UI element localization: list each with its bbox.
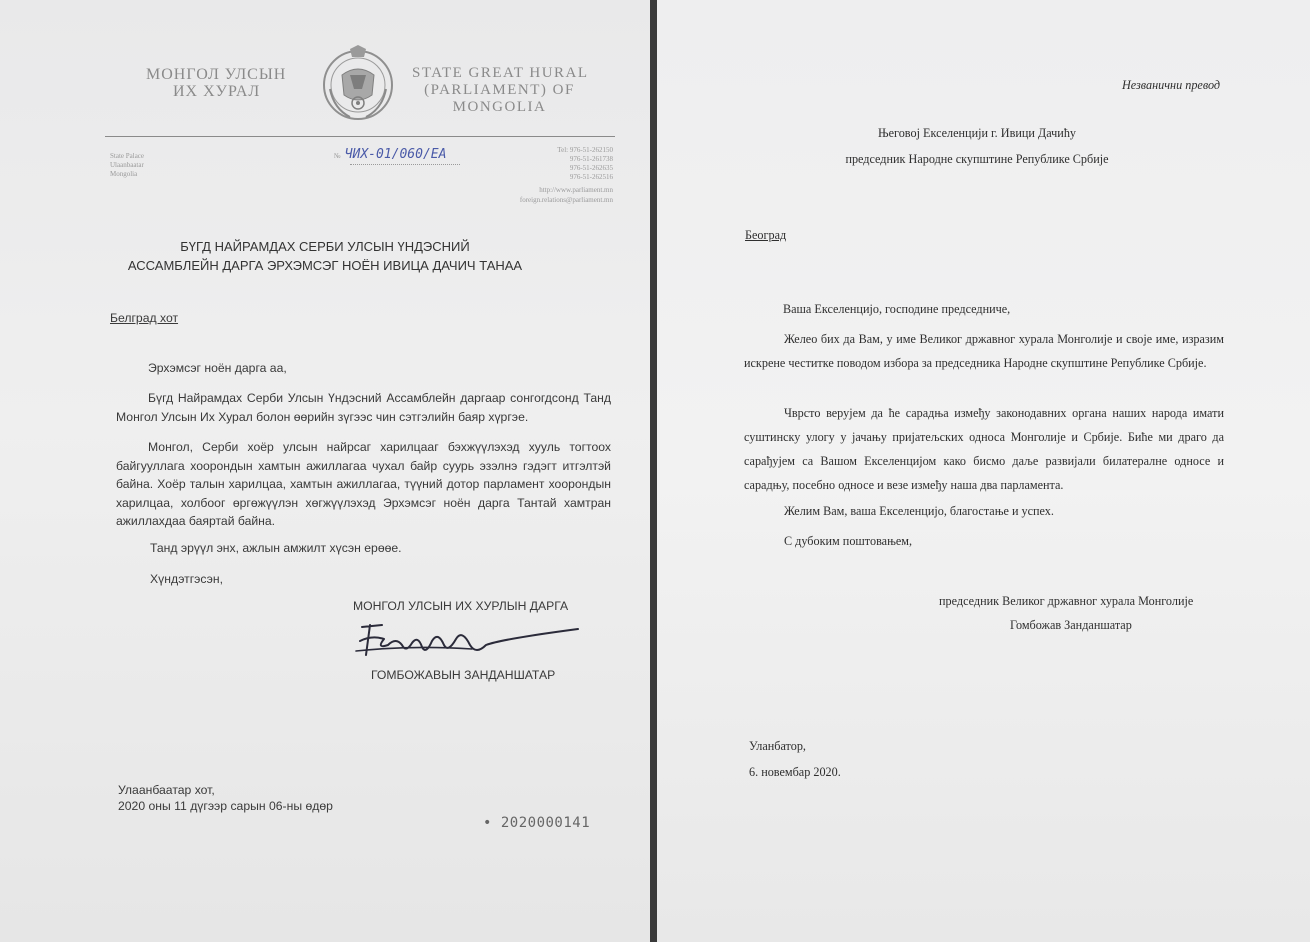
addressee-line2: АССАМБЛЕЙН ДАРГА ЭРХЭМСЭГ НОЁН ИВИЦА ДАЧИЧ ТАНАА [127,258,523,273]
state-emblem-icon [320,45,396,123]
reference-underline [350,164,460,165]
date-text: 2020 оны 11 дүгээр сарын 06-ны өдөр [118,799,333,813]
closing-text: Хүндэтгэсэн, [150,572,223,586]
addressee-line1: Његовој Екселенцији г. Ивици Дачићу [877,126,1077,140]
address-line1: State Palace [110,152,145,160]
email-text: foreign.relations@parliament.mn [519,196,613,204]
signature-icon [352,615,582,663]
paragraph-1: Бүгд Найрамдах Серби Улсын Үндэсний Ассамблейн даргаар сонгогдсонд Танд Монгол Улсын Их Хурал болон өөрийн зүгээс чин сэтгэлийн баяр хүргэе. [116,391,611,424]
date-text: 6. новембар 2020. [749,765,841,779]
closing-text: С дубоким поштовањем, [784,534,913,548]
paragraph-1: Желео бих да Вам, у име Великог државног хурала Монголије и своје име, изразим искрене честитке поводом избора за председника Народне скупштине Републике Србије. [744,332,1224,370]
translation-letter-sheet [657,0,1310,942]
website-text: http://www.parliament.mn [539,186,613,194]
reference-prefix: № [334,152,341,160]
signatory-name: Гомбожав Занданшатар [1010,618,1132,632]
letterhead-mn-name-line2: ИХ ХУРАЛ [173,83,261,100]
letterhead-mn-name-line1: МОНГОЛ УЛСЫН [146,66,287,83]
address-line3: Mongolia [110,170,138,178]
letterhead-en-name-line1: STATE GREAT HURAL [412,65,589,81]
original-letter-sheet [0,0,650,942]
signatory-title: председник Великог државног хурала Монголије [939,594,1194,608]
signatory-title: МОНГОЛ УЛСЫН ИХ ХУРЛЫН ДАРГА [353,599,569,613]
addressee-line1: БҮГД НАЙРАМДАХ СЕРБИ УЛСЫН ҮНДЭСНИЙ [180,239,470,254]
letterhead-en-name-line3: MONGOLIA [452,99,547,115]
tel-line2: 976-51-261738 [569,155,613,163]
tel-line1: Tel: 976-51-262150 [557,146,613,154]
addressee-line2: председник Народне скупштине Републике Србије [845,152,1109,166]
place-text: Улаанбаатар хот, [118,783,215,797]
wishes-text: Желим Вам, ваша Екселенцијо, благостање и успех. [784,504,1054,518]
signatory-name: ГОМБОЖАВЫН ЗАНДАНШАТАР [371,668,556,682]
tel-line4: 976-51-262516 [569,173,613,181]
paragraph-2: Монгол, Серби хоёр улсын найрсаг харилцааг бэхжүүлэхэд хууль тогтоох байгууллага хоорондын хамтын ажиллагаа чухал байр суурь эзэлнэ гэдэгт итгэлтэй байна. Хоёр талын харилцаа, хамтын ажиллагаа, түүний дотор парламент хоорондын харилцаа, холбоог өргөжүүлэн хөгжүүлэхэд Эрхэмсэг ноён дарга Тантай хамтран ажиллахдаа баяртай байна. [116,440,611,528]
address-line2: Ulaanbaatar [110,161,144,169]
reference-number-field [334,145,446,163]
salutation-text: Эрхэмсэг ноён дарга аа, [148,361,287,375]
tel-line3: 976-51-262635 [569,164,613,172]
city-text: Београд [745,228,787,242]
salutation-text: Ваша Екселенцијо, господине председниче, [783,302,1011,316]
wishes-text: Танд эрүүл энх, ажлын амжилт хүсэн ерөөе. [150,541,402,555]
registration-number: • 2020000141 [483,815,591,831]
place-text: Уланбатор, [749,739,806,753]
letterhead-en-name-line2: (PARLIAMENT) OF [424,82,575,98]
letterhead-divider [105,136,615,137]
paragraph-2: Чврсто верујем да ће сарадња између законодавних органа наших народа имати суштинску улогу у јачању пријатељских односа Монголије и Србије. Биће ми драго да сарађујем са Вашом Екселенцијом како бисмо даље развијали билатералне односе и сарадњу, посебно односе и везе између наша два парламента. [744,406,1224,492]
city-text: Белград хот [110,311,179,325]
reference-number: ЧИХ-01/060/EA [344,147,447,162]
unofficial-translation-note: Незванични превод [1122,78,1221,92]
